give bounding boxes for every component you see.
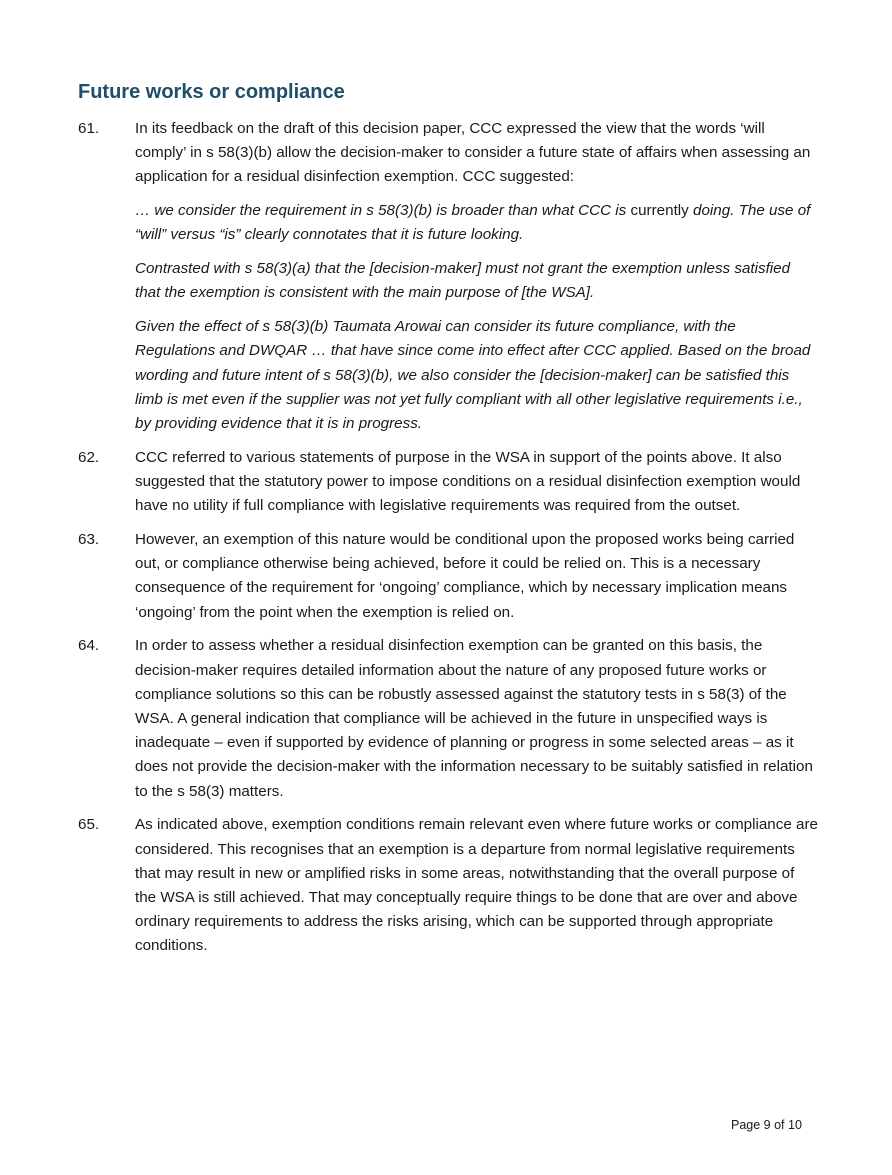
paragraph-61 [78,117,818,190]
quote-block-3 [78,315,818,436]
paragraph-text: In order to assess whether a residual disinfection exemption can be granted on this basis, the decision-maker requires detailed information about the nature of any proposed future works or compliance solutions so this can be robustly assessed against the statutory tests in s 58(3) of the WSA. A general indication that compliance will be achieved in the future in unspecified ways is inadequate – even if supported by evidence of planning or progress in some selected areas – as it does not provide the decision-maker with the information necessary to be suitably satisfied in relation to the s 58(3) matters. [135,637,813,800]
quote-block-2 [78,257,818,305]
paragraph-text: However, an exemption of this nature would be conditional upon the proposed works being carried out, or compliance otherwise being achieved, before it could be relied on. This is a necessary consequence of the requirement for ‘ongoing’ compliance, which by necessary implication means ‘ongoing’ from the point when the exemption is relied on. [135,531,795,621]
quote-text: Given the effect of s 58(3)(b) Taumata Arowai can consider its future compliance, with the Regulations and DWQAR … that have since come into effect after CCC applied. Based on the broad wording and future intent of s 58(3)(b), we also consider the [decision-maker] can be satisfied this limb is met even if the supplier was not yet fully compliant with all other legislative requirements i.e., by providing evidence that it is in progress. [135,318,811,433]
paragraph-62 [78,446,818,519]
section-heading: Future works or compliance [78,81,345,103]
paragraph-63 [78,528,818,625]
paragraph-65 [78,813,818,958]
paragraph-number: 65. [78,816,100,834]
paragraph-64 [78,634,818,803]
paragraph-number: 63. [78,531,100,549]
paragraph-text: As indicated above, exemption conditions remain relevant even where future works or compliance are considered. This recognises that an exemption is a departure from normal legislative requirements that may result in new or amplified risks in some areas, notwithstanding that the overall purpose of the WSA is still achieved. That may conceptually require things to be done that are over and above ordinary requirements to address the risks arising, which can be supported through appropriate conditions. [135,816,818,955]
page-number: Page 9 of 10 [731,1118,802,1132]
paragraph-number: 64. [78,637,100,655]
paragraph-number: 61. [78,120,100,137]
quote-text: Contrasted with s 58(3)(a) that the [decision-maker] must not grant the exemption unless satisfied that the exemption is consistent with the main purpose of [the WSA]. [135,260,791,302]
paragraph-text: In its feedback on the draft of this decision paper, CCC expressed the view that the words ‘will comply’ in s 58(3)(b) allow the decision-maker to consider a future state of affairs when assessing an application for a residual disinfection exemption. CCC suggested: [135,120,811,186]
quote-block-1 [78,199,818,247]
quote-text: … we consider the requirement in s 58(3)(b) is broader than what CCC is [135,202,627,220]
section-body [78,117,818,968]
paragraph-text: CCC referred to various statements of purpose in the WSA in support of the points above. It also suggested that the statutory power to impose conditions on a residual disinfection exemption would have no utility if full compliance with legislative requirements was required from the outset. [135,448,801,515]
quote-text: doing. The use of “will” versus “is” clearly connotates that it is future looking. [135,202,811,244]
paragraph-number: 62. [78,448,100,466]
quote-emphasis: currently [630,202,689,220]
